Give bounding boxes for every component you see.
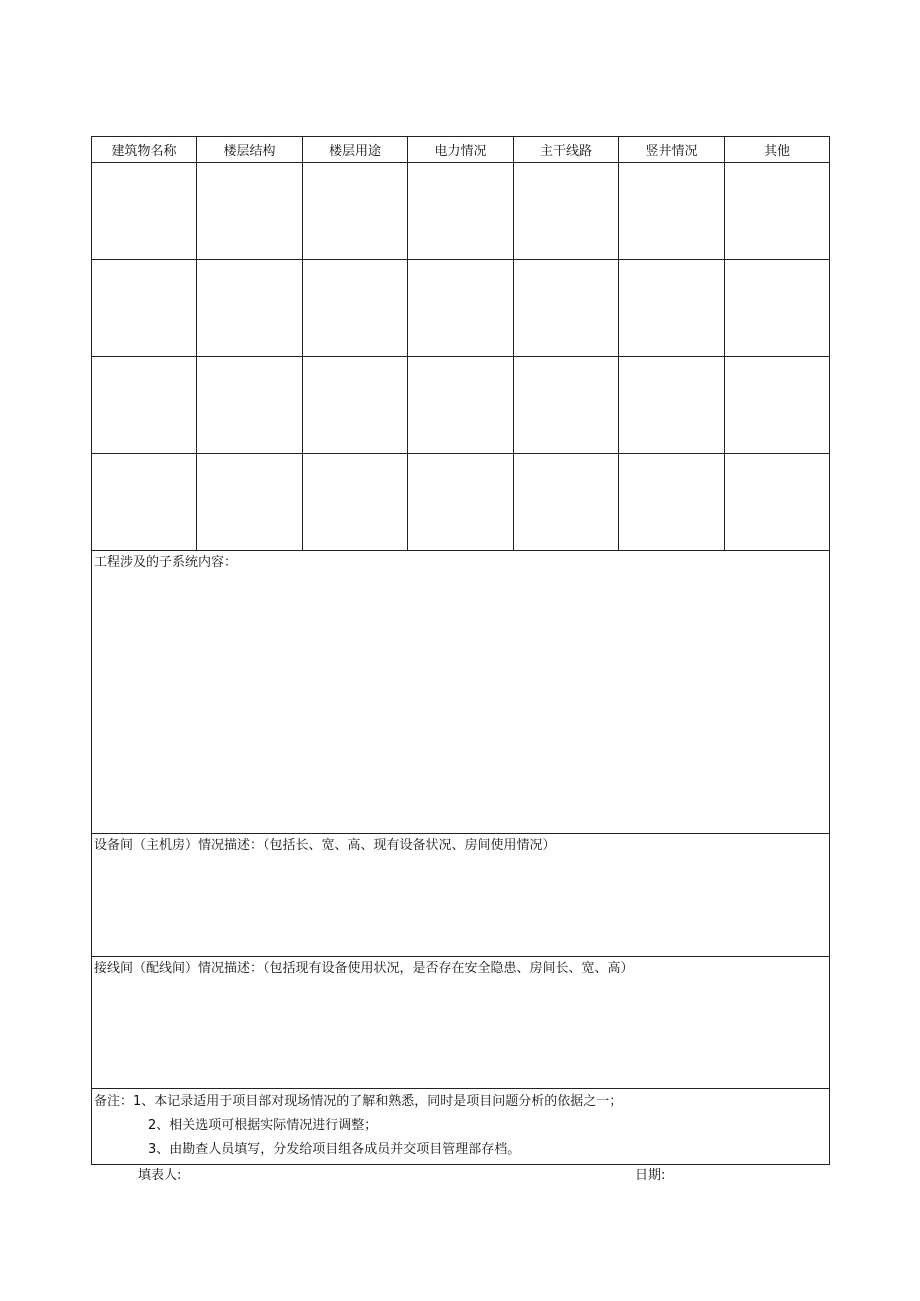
table-cell[interactable] (92, 357, 197, 454)
subsystem-section (92, 551, 830, 834)
table-cell[interactable] (303, 163, 408, 260)
header-shaft: 竖井情况 (619, 137, 725, 163)
header-trunk-line: 主干线路 (514, 137, 619, 163)
header-other: 其他 (725, 137, 830, 163)
filler-label: 填表人: (138, 1168, 182, 1183)
header-building-name: 建筑物名称 (92, 137, 197, 163)
table-cell[interactable] (725, 260, 830, 357)
subsystem-label[interactable]: 工程涉及的子系统内容： (92, 551, 830, 834)
table-cell[interactable] (408, 260, 514, 357)
table-cell[interactable] (408, 357, 514, 454)
table-row (92, 260, 830, 357)
notes-cell (92, 1089, 830, 1165)
note-line-3: 3、由勘查人员填写，分发给项目组各成员并交项目管理部存档。 (148, 1142, 521, 1157)
site-survey-table (91, 136, 830, 1165)
table-cell[interactable] (303, 454, 408, 551)
header-floor-usage: 楼层用途 (303, 137, 408, 163)
table-cell[interactable] (197, 357, 303, 454)
header-floor-structure: 楼层结构 (197, 137, 303, 163)
table-cell[interactable] (514, 260, 619, 357)
table-cell[interactable] (725, 357, 830, 454)
table-cell[interactable] (514, 163, 619, 260)
table-cell[interactable] (725, 163, 830, 260)
note-line-2: 2、相关选项可根据实际情况进行调整； (148, 1118, 378, 1133)
table-cell[interactable] (408, 454, 514, 551)
table-cell[interactable] (197, 163, 303, 260)
table-cell[interactable] (303, 357, 408, 454)
table-cell[interactable] (197, 260, 303, 357)
table-cell[interactable] (619, 454, 725, 551)
table-row (92, 454, 830, 551)
table-cell[interactable] (92, 454, 197, 551)
date-label: 日期: (635, 1168, 666, 1183)
notes-section (92, 1089, 830, 1165)
wiring-room-section (92, 957, 830, 1089)
note-line-1: 备注：1、本记录适用于项目部对现场情况的了解和熟悉，同时是项目问题分析的依据之一； (94, 1094, 623, 1109)
table-row (92, 163, 830, 260)
header-power: 电力情况 (408, 137, 514, 163)
table-cell[interactable] (514, 357, 619, 454)
equipment-room-label[interactable]: 设备间（主机房）情况描述：（包括长、宽、高、现有设备状况、房间使用情况） (92, 834, 830, 957)
wiring-room-label[interactable]: 接线间（配线间）情况描述：（包括现有设备使用状况，是否存在安全隐患、房间长、宽、高） (92, 957, 830, 1089)
table-cell[interactable] (725, 454, 830, 551)
table-cell[interactable] (514, 454, 619, 551)
table-cell[interactable] (92, 163, 197, 260)
table-row (92, 357, 830, 454)
equipment-room-section (92, 834, 830, 957)
table-cell[interactable] (619, 357, 725, 454)
table-cell[interactable] (408, 163, 514, 260)
table-cell[interactable] (303, 260, 408, 357)
table-cell[interactable] (197, 454, 303, 551)
header-row (92, 137, 830, 163)
table-cell[interactable] (619, 163, 725, 260)
table-cell[interactable] (619, 260, 725, 357)
table-cell[interactable] (92, 260, 197, 357)
